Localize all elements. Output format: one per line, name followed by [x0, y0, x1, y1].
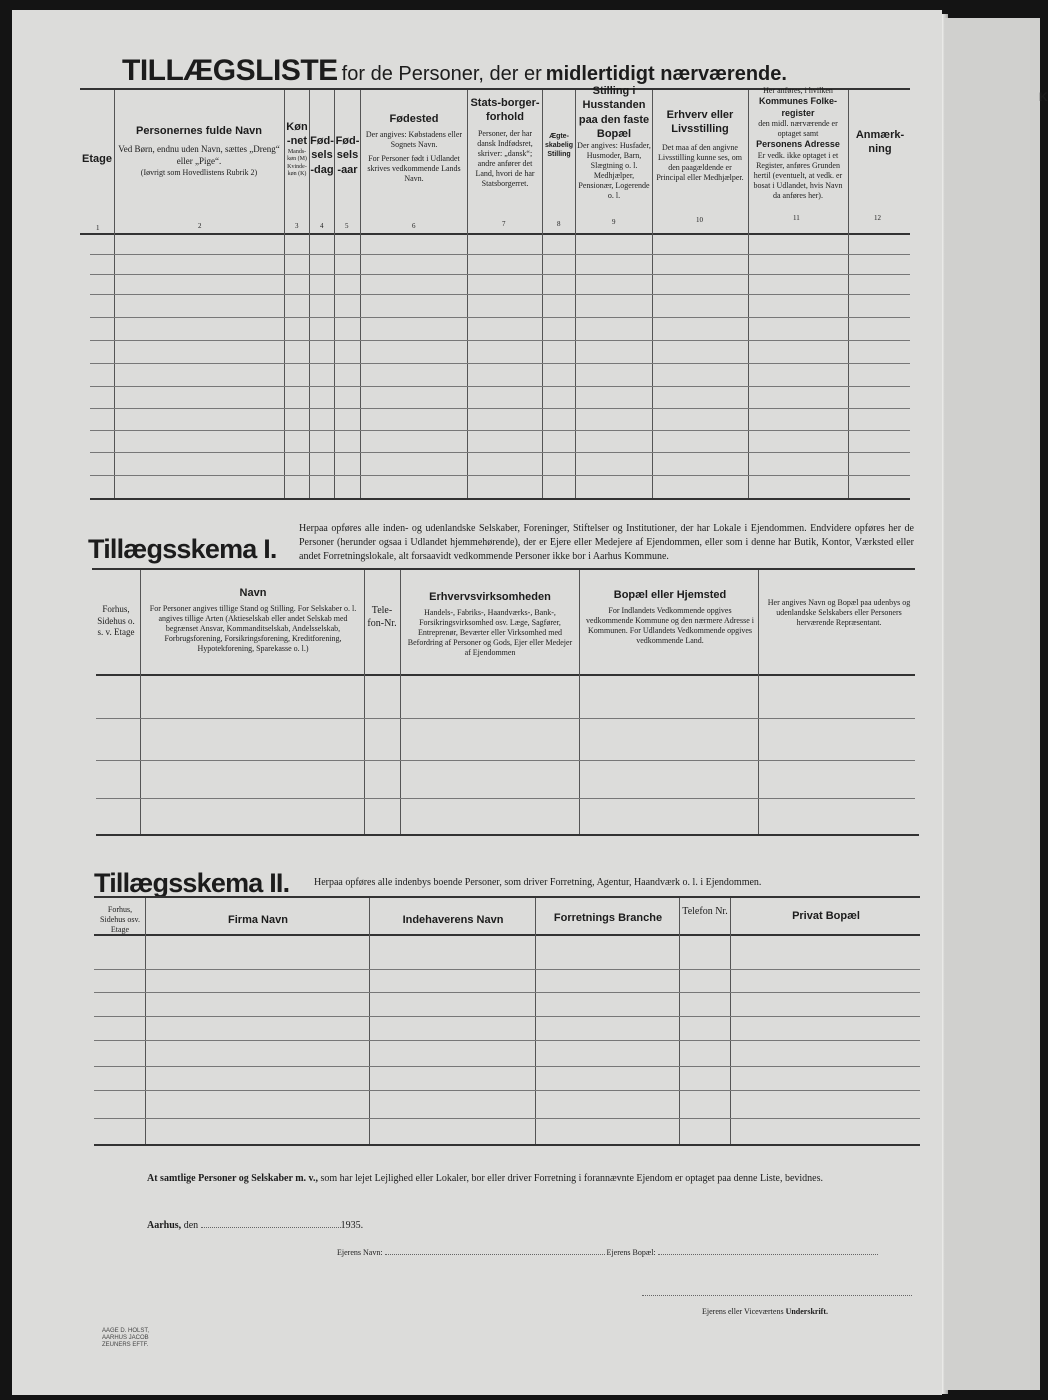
t1-row-line: [90, 430, 910, 431]
t1-header-aegteskab: [543, 132, 575, 159]
s1-header-title: Bopæl eller Hjemsted: [613, 589, 727, 601]
t1-header-etage: [80, 152, 114, 166]
s1-header-bopael: [584, 588, 756, 646]
s1-row-line: [96, 718, 915, 719]
s2-header-sub: Forhus, Sidehus osv. Etage: [100, 905, 140, 934]
t1-header-sub: Ved Børn, endnu uden Navn, sættes „Dreng“ eller „Pige“.: [118, 144, 280, 166]
s1-header-repraesentant: [764, 598, 914, 628]
s2-row-line: [94, 1040, 920, 1041]
t1-header-folkeregister: [750, 86, 846, 201]
right-page-edge: [945, 18, 1048, 1390]
skema2-col-line: [679, 898, 680, 1144]
table1-bottom-rule: [90, 498, 910, 500]
t1-header-title: Personernes fulde Navn: [136, 125, 262, 137]
t1-header-sub: Mands-køn (M) Kvinde-køn (K): [287, 148, 307, 178]
s1-header-title: Erhvervsvirksomheden: [429, 591, 551, 603]
s2-row-line: [94, 1090, 920, 1091]
t1-header-title: Ægte-skabelig Stilling: [544, 133, 573, 159]
s2-header-branche: [538, 911, 678, 925]
s2-header-sub: Telefon Nr.: [682, 906, 728, 917]
owner-address-blank[interactable]: [658, 1254, 878, 1255]
signature-caption: [702, 1307, 828, 1316]
skema1-top-rule: [92, 568, 915, 570]
s1-header-sub: Tele-fon-Nr.: [367, 605, 397, 629]
s2-header-title: Privat Bopæl: [792, 910, 860, 922]
t1-header-navn: [118, 124, 280, 178]
t1-row-line: [90, 317, 910, 318]
s2-header-etage: [96, 905, 144, 935]
year-label: 1935.: [340, 1220, 364, 1231]
t1-header-husstand: [577, 84, 651, 201]
t1-row-line: [90, 386, 910, 387]
form-page: [12, 10, 942, 1395]
signature-blank[interactable]: [642, 1295, 912, 1296]
s1-header-erhverv: [404, 590, 576, 658]
s2-header-title: Firma Navn: [228, 914, 288, 926]
t1-col-number: 7: [502, 220, 506, 228]
s2-header-telefon: [682, 905, 728, 918]
date-line: [147, 1220, 363, 1231]
t1-header-title: Fød-sels-aar: [335, 135, 360, 176]
t1-col-number: 2: [198, 222, 202, 230]
skema1-col-line: [140, 570, 141, 834]
t1-header-foedested: [364, 112, 464, 184]
s1-header-sub: For Personer angives tillige Stand og Stilling. For Selskaber o. l. angives tillige Arten (Aktieselskab eller andet Selskab med begrænset Ansvar, Kommanditselskab, Andelsselskab, Forbrugsforening, Forsikringsforening, Kreditforening, Hypotekforening, Sparekasse o. l.): [149, 604, 357, 654]
t1-header-erhverv: [654, 108, 746, 183]
t1-header-sub2: (Iøvrigt som Hovedlistens Rubrik 2): [140, 167, 258, 177]
t1-header-title: Stats-borger-forhold: [470, 97, 540, 124]
t1-header-title: Fød-sels-dag: [310, 135, 334, 176]
t1-header-sub: Personer, der har dansk Indfødsret, skriver: „dansk“; andre anfører det Land, hvori de har Statsborgerret.: [475, 128, 535, 188]
t1-header-foedselsaar: [335, 134, 360, 177]
skema1-col-line: [400, 570, 401, 834]
owner-name-line: [337, 1248, 878, 1257]
t1-header-pre: Her anføres, i hvilken: [763, 86, 833, 95]
s1-header-sub: For Indlandets Vedkommende opgives vedkommende Kommune og den nærmere Adresse i Kommunen. For Udlandets Vedkommende opgives vedkommende Land.: [586, 606, 754, 646]
t1-col-number: 1: [96, 224, 100, 232]
city-label: Aarhus,: [147, 1220, 182, 1231]
t1-row-line: [90, 452, 910, 453]
s1-header-sub: Handels-, Fabriks-, Haandværks-, Bank-, Forsikringsvirksomhed osv. Læge, Sagfører, Entreprenør, Beværter eller Virksomhed med Befordring af Personer og Gods, Ejer eller Medejer af Ejendommen: [407, 608, 573, 658]
declaration-line: [147, 1173, 823, 1184]
s1-row-line: [96, 798, 915, 799]
title-middle: for de Personer, der er: [341, 63, 542, 85]
skema2-title: Tillægsskema II.: [94, 868, 290, 898]
printer-mark: AAGE D. HOLST, AARHUS JACOB ZEUNERS EFTF.: [102, 1328, 150, 1349]
skema1-col-line: [364, 570, 365, 834]
t1-header-title: Køn-net: [286, 121, 308, 148]
t1-row-line: [90, 294, 910, 295]
t1-row-line: [90, 408, 910, 409]
t1-col-number: 8: [557, 220, 561, 228]
owner-name-blank[interactable]: [385, 1254, 605, 1255]
t1-header-sub: Der angives: Købstadens eller Sognets Navn.: [365, 130, 463, 150]
s1-header-sub: Her angives Navn og Bopæl paa udenbys og udenlandske Selskabers eller Personers herværende Repræsentant.: [767, 598, 911, 627]
t1-header-title: Fødested: [389, 113, 439, 125]
form-title: [122, 54, 787, 88]
t1-col-number: 6: [412, 222, 416, 230]
skema2-col-line: [369, 898, 370, 1144]
t1-row-line: [90, 254, 910, 255]
skema1-header-rule: [96, 674, 915, 676]
t1-col-number: 12: [874, 214, 881, 222]
date-blank[interactable]: [201, 1227, 341, 1228]
t1-col-number: 11: [793, 214, 800, 222]
s2-row-line: [94, 1016, 920, 1017]
skema2-top-rule: [94, 896, 920, 898]
s2-row-line: [94, 1066, 920, 1067]
skema2-bottom-rule: [94, 1144, 920, 1146]
skema2-header-rule: [94, 934, 920, 936]
t1-col-number: 9: [612, 218, 616, 226]
t1-header-statsborger: [470, 96, 540, 189]
t1-row-line: [90, 363, 910, 364]
t1-col-number: 10: [696, 216, 703, 224]
t1-col-number: 4: [320, 222, 324, 230]
t1-header-sub: Der angives: Husfader, Husmoder, Barn, Slægtning o. l. Medhjælper, Pensionær, Logerende o. l.: [577, 141, 651, 201]
skema1-col-line: [758, 570, 759, 834]
signature-label: Ejerens eller Viceværtens: [702, 1307, 784, 1316]
t1-col-number: 5: [345, 222, 349, 230]
owner-name-label: Ejerens Navn:: [337, 1248, 383, 1257]
declaration-text: som har lejet Lejlighed eller Lokaler, bor eller driver Forretning i forannævnte Ejendom er optaget paa denne Liste, bevidnes.: [320, 1173, 823, 1184]
t1-header-sub2: For Personer født i Udlandet skrives vedkommende Lands Navn.: [367, 154, 461, 184]
s2-header-title: Indehaverens Navn: [402, 914, 504, 926]
s1-header-telefon: [367, 604, 397, 630]
s1-header-navn: [146, 586, 360, 654]
den-label: den: [183, 1220, 199, 1231]
t1-header-koen: [285, 120, 309, 179]
skema2-col-line: [535, 898, 536, 1144]
skema1-note: Herpaa opføres alle inden- og udenlandske Selskaber, Foreninger, Stiftelser og Institutioner, der har Lokale i Ejendommen. Endvidere opføres her de Personer (herunder ogsaa i Udlandet hjemmehørende), der er Ejere eller Medejere af Ejendommen, eller som i denne har Butik, Kontor, Værksted eller andet Forretningslokale, alt forsaavidt vedkommende Personer ikke bor i Aarhus Kommune.: [299, 523, 914, 562]
s1-header-sub: Forhus, Sidehus o. s. v. Etage: [97, 604, 135, 638]
right-page-letter: K: [1039, 90, 1048, 104]
s2-row-line: [94, 992, 920, 993]
s2-row-line: [94, 1118, 920, 1119]
skema1-bottom-rule: [96, 834, 919, 836]
title-main: TILLÆGSLISTE: [122, 54, 338, 87]
t1-header-title: Stilling i Husstanden paa den faste Bopæl: [578, 85, 650, 140]
t1-header-sub: Det maa af den angivne Livsstilling kunne ses, om den paagældende er Principal eller Medhjælper.: [656, 142, 744, 182]
t1-header-title2: Personens Adresse: [756, 139, 840, 150]
t1-header-title: Etage: [82, 153, 112, 165]
s2-header-privat-bopael: [734, 909, 918, 923]
s2-row-line: [94, 969, 920, 970]
t1-header-sub: den midl. nærværende er optaget samt: [758, 119, 838, 139]
s2-header-title: Forretnings Branche: [553, 912, 663, 924]
t1-header-sub2: Er vedk. ikke optaget i et Register, anføres Grunden hertil (eventuelt, at vedk. er bosat i Udlandet, hvis Navn da anføres her).: [753, 151, 843, 201]
skema2-col-line: [145, 898, 146, 1144]
s1-row-line: [96, 760, 915, 761]
t1-row-line: [90, 340, 910, 341]
signature-bold: Underskrift.: [785, 1307, 829, 1316]
declaration-bold: At samtlige Personer og Selskaber m. v.,: [147, 1173, 319, 1184]
s2-header-indehaver: [372, 913, 534, 927]
t1-header-foedselsdag: [310, 134, 334, 177]
owner-address-label: Ejerens Bopæl:: [606, 1248, 656, 1257]
t1-row-line: [90, 475, 910, 476]
skema1-title: Tillægsskema I.: [88, 534, 277, 564]
t1-header-title: Kommunes Folke-register: [758, 96, 837, 118]
skema2-col-line: [730, 898, 731, 1144]
t1-header-title: Erhverv eller Livsstilling: [666, 109, 734, 136]
t1-row-line: [90, 274, 910, 275]
s2-header-firma: [148, 913, 368, 927]
skema1-col-line: [579, 570, 580, 834]
skema2-note: Herpaa opføres alle indenbys boende Personer, som driver Forretning, Agentur, Haandværk o. l. i Ejendommen.: [314, 877, 762, 888]
s1-header-title: Navn: [239, 587, 267, 599]
s1-header-etage: [94, 604, 138, 639]
t1-col-number: 3: [295, 222, 299, 230]
table1-header-rule: [80, 233, 910, 235]
t1-header-title: Anmærk-ning: [855, 129, 905, 156]
t1-header-anmaerkning: [849, 128, 911, 157]
title-bold: midlertidigt nærværende.: [545, 63, 787, 85]
